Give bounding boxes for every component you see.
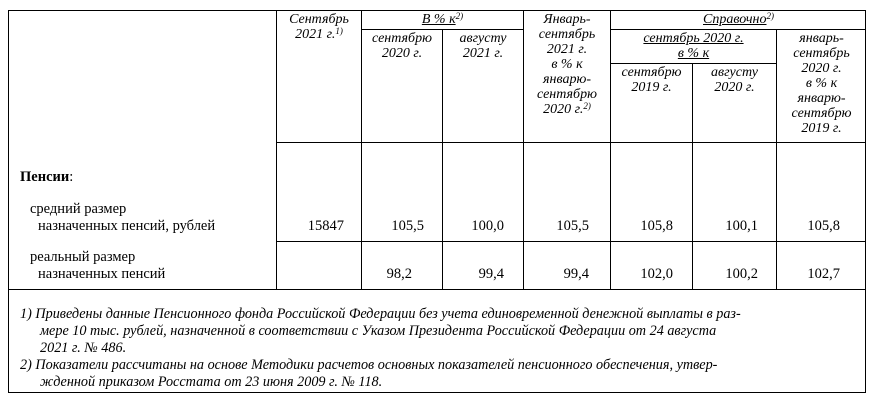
table-cell: 105,8 [807,218,840,234]
header-ref-to-aug-2020: августу 2020 г. [711,65,758,95]
row-label-average-pension-cont: назначенных пенсий, рублей [38,218,216,234]
rule-ref-sub [610,63,776,64]
table-cell: 99,4 [563,266,589,282]
footnote-2-line-1: 2) Показатели рассчитаны на основе Методики расчетов основных показателей пенсионного обеспечения, утвер- [20,357,718,373]
rule-header-bottom [276,142,866,143]
header-ref-to-sept-2019: сентябрю 2019 г. [621,65,682,95]
rule-subheader [361,29,523,30]
header-sept-2021: Сентябрь 2021 г.$^{1)}$ [289,12,349,42]
footnote-2-line-2: жденной приказом Росстата от 23 июня 2009 г. № 118. [40,374,383,390]
table-cell: 105,5 [391,218,424,234]
table-cell: 100,2 [725,266,758,282]
footnote-1-line-2: мере 10 тыс. рублей, назначенной в соответствии с Указом Президента Российской Федерации от 24 августа [40,323,717,339]
rule-row-separator [276,241,866,242]
table-cell: 15847 [307,218,344,234]
rule-ref-sept-col [692,63,693,289]
header-jan-sept-2021: Январь- сентябрь 2021 г. в % к январю- сентябрю 2020 г.$^{2)}$ [537,12,597,117]
row-label-average-pension: средний размер [30,201,127,217]
table-cell: 98,2 [386,266,412,282]
footnote-1-line-1: 1) Приведены данные Пенсионного фонда Российской Федерации без учета единовременной денежной выплаты в раз- [20,306,741,322]
rule-table-bottom [8,289,866,290]
header-ref-sept-2020: сентябрь 2020 г. в % к [643,31,744,61]
table-cell: 102,7 [807,266,840,282]
header-to-sept-2020: сентябрю 2020 г. [372,31,432,61]
table-cell: 99,4 [478,266,504,282]
rule-label-col [276,10,277,289]
table-cell: 100,0 [471,218,504,234]
section-title: Пенсии: [20,169,74,185]
rule-to-sept-col [442,29,443,289]
header-ref-jan-sept-2020: январь- сентябрь 2020 г. в % к январю- сентябрю 2019 г. [791,31,852,136]
header-to-aug-2021: августу 2021 г. [459,31,507,61]
table-cell: 102,0 [640,266,673,282]
footnote-1-line-3: 2021 г. № 486. [40,340,127,356]
header-in-percent: В % $к^{2)}$ [421,11,464,27]
row-label-real-pension: реальный размер [30,249,136,265]
footnotes [20,306,856,391]
row-label-real-pension-cont: назначенных пенсий [38,266,166,282]
table-cell: 105,8 [640,218,673,234]
table-cell: 100,1 [725,218,758,234]
table-cell: 105,5 [556,218,589,234]
rule-subheader-ref [610,29,866,30]
header-reference: Справочно$^{2)}$ [703,11,774,27]
